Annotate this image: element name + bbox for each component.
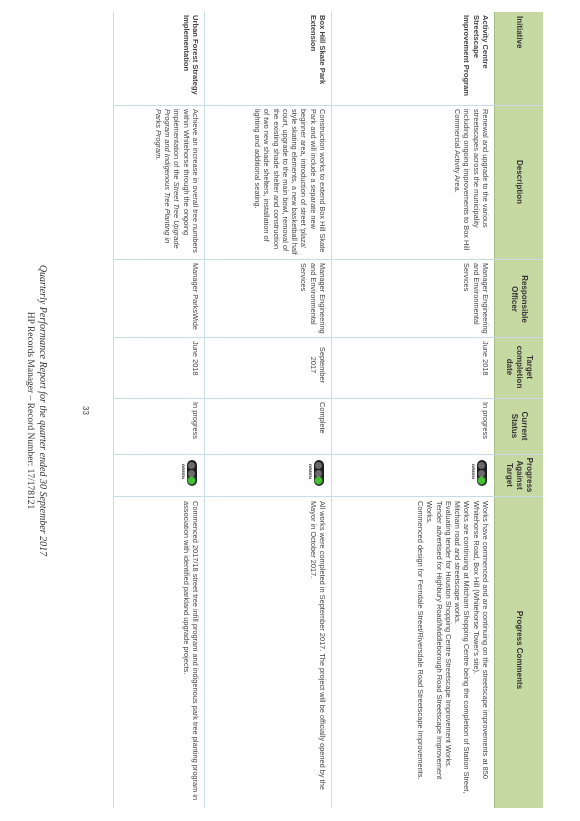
header-progress: Progress Against Target <box>505 457 534 493</box>
column-divider <box>113 337 543 338</box>
column-divider <box>113 454 543 455</box>
traffic-light-label: GREEN <box>308 464 313 480</box>
comment-line: All works were completed in September 2017. The project will be officially opened by the Mayor in October 2017. <box>308 501 327 790</box>
footer-report-title: Quarterly Performance Report for the quarter ended 30 September 2017 <box>37 264 48 557</box>
header-target-date: Target completion date <box>505 345 534 389</box>
officer-cell: Manager ParksWide <box>191 263 200 330</box>
initiative-cell: Activity Centre Streetscape Improvement Program <box>462 15 490 97</box>
row-divider <box>113 12 114 808</box>
description-cell: Renewal and upgrade to the various streetscapes across the municipality including ongoing improvements to Box Hill Commercial Activity Area. <box>453 109 490 251</box>
amber-bulb <box>479 470 486 477</box>
officer-cell: Manager Engineering and Environmental Services <box>462 263 490 334</box>
amber-bulb <box>189 470 196 477</box>
page-number: 33 <box>81 406 90 415</box>
row-divider <box>331 12 332 808</box>
comment-line: Evaluating tender for Houston Shopping Centre Streetscape Improvement Works. <box>443 501 453 768</box>
traffic-light-icon <box>187 460 197 486</box>
comments-cell <box>416 501 490 803</box>
comments-cell <box>181 501 200 803</box>
header-responsible-officer: Responsible Officer <box>510 275 529 323</box>
red-bulb <box>479 462 486 469</box>
header-comments: Progress Comments <box>515 610 524 690</box>
header-initiative: Initiative <box>515 16 524 49</box>
header-current-status: Current Status <box>510 411 529 441</box>
status-cell: In progress <box>191 402 200 439</box>
performance-table <box>113 12 543 808</box>
column-divider <box>113 259 543 260</box>
description-program-names: Street Tree Upgrade Program and Indigenous Tree Planting in Parks Program. <box>153 109 182 249</box>
description-cell <box>154 109 200 255</box>
officer-cell: Manager Engineering and Environmental Services <box>299 263 327 334</box>
target-date-cell: June 2018 <box>191 341 200 376</box>
status-cell: Complete <box>318 402 327 434</box>
column-divider <box>113 105 543 106</box>
comment-line: Works are continuing at Mitcham Shopping Centre being the completion of Station Street, Mitcham road and streetscape works. <box>453 501 472 794</box>
comment-line: Commenced design for Ferndale Street/Riversdale Road Streetscape Improvements. <box>415 501 425 780</box>
traffic-light-icon <box>314 460 324 486</box>
target-date-cell: June 2018 <box>481 341 490 376</box>
header-description: Description <box>515 159 524 204</box>
traffic-light-icon <box>477 460 487 486</box>
red-bulb <box>316 462 323 469</box>
amber-bulb <box>316 470 323 477</box>
traffic-light-label: GREEN <box>181 464 186 480</box>
comments-cell <box>308 501 327 803</box>
footer-record-number: HP Records Manager – Record Number: 17/178121 <box>25 311 35 510</box>
description-cell: Construction works to extend Box Hill Skate Park and will include a separate new beginner area, introduction of street 'plaza' style skating elements, a new basketball half court, upgrade to the main bowl, removal of the existing shade shelter and construction of two new shade shelters, installation of lighting and additional seating. <box>252 109 327 255</box>
green-bulb <box>316 477 323 484</box>
initiative-cell: Box Hill Skate Park Extension <box>308 15 327 85</box>
comment-line: Works have commenced and are continuing on the streetscape improvements at 850 Whitehorse Road, Box Hill (Whitehorse Tower's site). <box>471 501 490 779</box>
comment-line: Tender advertised for Highbury Road/Middleborough Road Streetscape Improvement Works. <box>425 501 444 780</box>
column-divider <box>113 398 543 399</box>
comment-line: Commenced 2017/18 street tree infill program and indigenous park tree planting program in association with identified parkland upgrade projects. <box>181 501 200 801</box>
green-bulb <box>189 477 196 484</box>
green-bulb <box>479 477 486 484</box>
status-cell: In progress <box>481 402 490 439</box>
traffic-light-label: GREEN <box>471 464 476 480</box>
target-date-cell: September 2017 <box>308 346 327 384</box>
row-divider <box>204 12 205 808</box>
initiative-cell: Urban Forest Strategy Implementation <box>181 15 200 95</box>
column-divider <box>113 496 543 497</box>
description-text: Achieve an increase in overall tree numbers within Whitehorse through the ongoing implementation of the <box>172 109 200 253</box>
red-bulb <box>189 462 196 469</box>
